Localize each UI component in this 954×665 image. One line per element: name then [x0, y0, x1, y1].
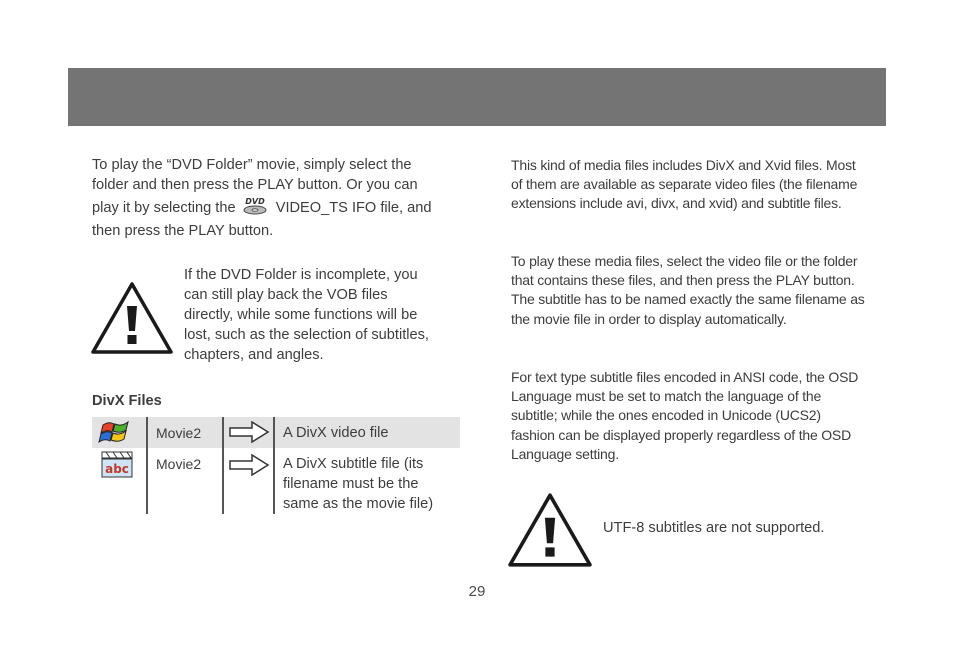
- file-name: Movie2: [156, 456, 202, 472]
- warning-icon: [507, 492, 593, 573]
- page-number: 29: [468, 583, 486, 600]
- table-divider: [146, 417, 148, 514]
- dvd-video-icon: [242, 195, 268, 221]
- section-title-divx-files: DivX Files: [92, 393, 162, 409]
- table-divider: [222, 417, 224, 514]
- paragraph-media-files: This kind of media files includes DivX and Xvid files. Most of them are available as separate video files (the filename extensions include avi, divx, and xvid) and subtitle files.: [511, 157, 858, 212]
- warning-icon: [90, 281, 174, 360]
- svg-text:abc: abc: [105, 462, 129, 476]
- header-bar: [68, 68, 886, 126]
- table-divider: [273, 417, 275, 514]
- divx-files-table: [92, 417, 460, 514]
- warning-text: If the DVD Folder is incomplete, you can still play back the VOB files directly, while some functions will be lost, such as the selection of subtitles, chapters, and angles.: [184, 267, 429, 363]
- windows-flag-icon: [98, 417, 134, 452]
- svg-text:DVD: DVD: [244, 197, 265, 206]
- file-description: A DivX subtitle file (its filename must be the same as the movie file): [283, 456, 434, 512]
- file-name: Movie2: [156, 425, 202, 441]
- abc-subtitle-icon: [100, 451, 136, 484]
- arrow-right-icon: [228, 421, 270, 448]
- intro-paragraph: [92, 155, 442, 241]
- file-description: A DivX video file: [283, 425, 389, 441]
- paragraph-subtitle-encoding: For text type subtitle files encoded in ANSI code, the OSD Language must be set to match the language of the subtitle; while the ones encoded in Unicode (UCS2) fashion can be displayed properly regardless of the OSD Language setting.: [511, 369, 859, 462]
- intro-text-after: VIDEO_TS IFO file, and then press the PLAY button.: [92, 200, 432, 239]
- arrow-right-icon: [228, 454, 270, 481]
- utf8-warning-text: UTF-8 subtitles are not supported.: [603, 520, 825, 536]
- intro-text-before: To play the “DVD Folder” movie, simply select the folder and then press the PLAY button. Or you can play it by selecting the: [92, 157, 418, 216]
- paragraph-play-instructions: To play these media files, select the video file or the folder that contains these files, and then press the PLAY button. The subtitle has to be named exactly the same filename as the movie file in order to display automatically.: [511, 253, 865, 327]
